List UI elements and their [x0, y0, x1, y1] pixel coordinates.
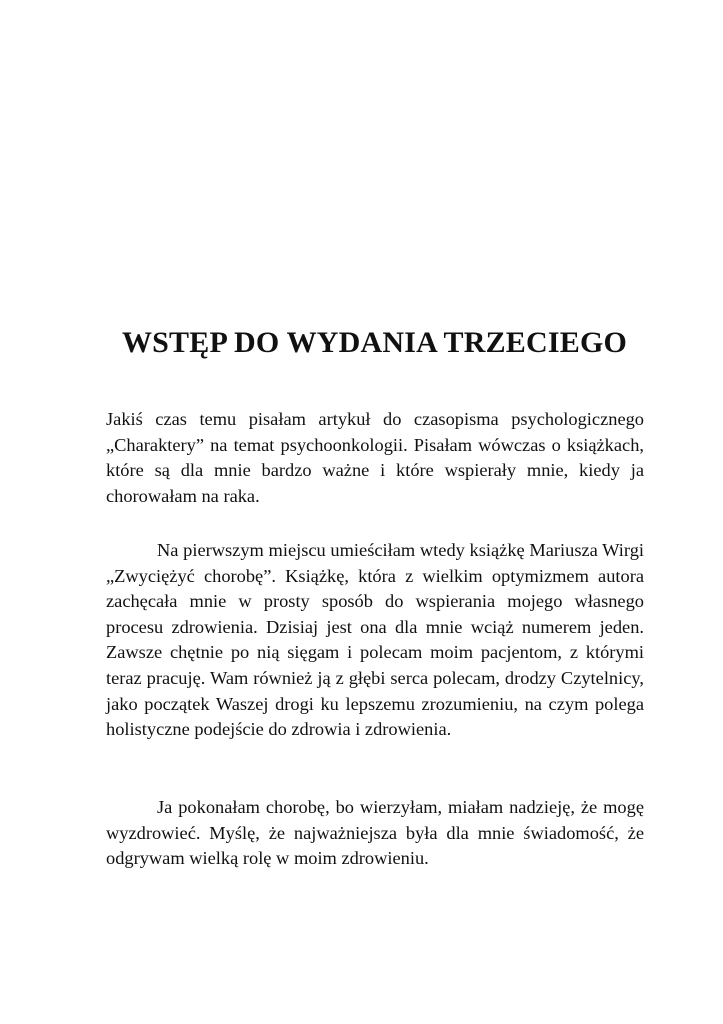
paragraph-intro: Jakiś czas temu pisałam artykuł do czasopisma psychologicznego „Charaktery” na temat psychoonkologii. Pisałam wówczas o książkach, które są dla mnie bardzo ważne i które wspierały mnie, kiedy ja chorowałam na raka. — [106, 409, 644, 506]
page-title: WSTĘP DO WYDANIA TRZECIEGO — [121, 326, 628, 359]
paragraph-book-recommendation: Na pierwszym miejscu umieściłam wtedy książkę Mariusza Wirgi „Zwyciężyć chorobę”. Książkę, która z wielkim optymizmem autora zachęcała mnie w prosty sposób do wspierania mojego własnego procesu zdrowienia. Dzisiaj jest ona dla mnie wciąż numerem jeden. Zawsze chętnie po nią sięgam i polecam moim pacjentom, z którymi teraz pracuję. Wam również ją z głębi serca polecam, drodzy Czytelnicy, jako początek Waszej drogi ku lepszemu zrozumieniu, na czym polega holistyczne podejście do zdrowia i zdrowienia. — [106, 540, 644, 740]
paragraph-recovery: Ja pokonałam chorobę, bo wierzyłam, miałam nadzieję, że mogę wyzdrowieć. Myślę, że najważniejsza była dla mnie świadomość, że odgrywam wielką rolę w moim zdrowieniu. — [106, 797, 644, 869]
